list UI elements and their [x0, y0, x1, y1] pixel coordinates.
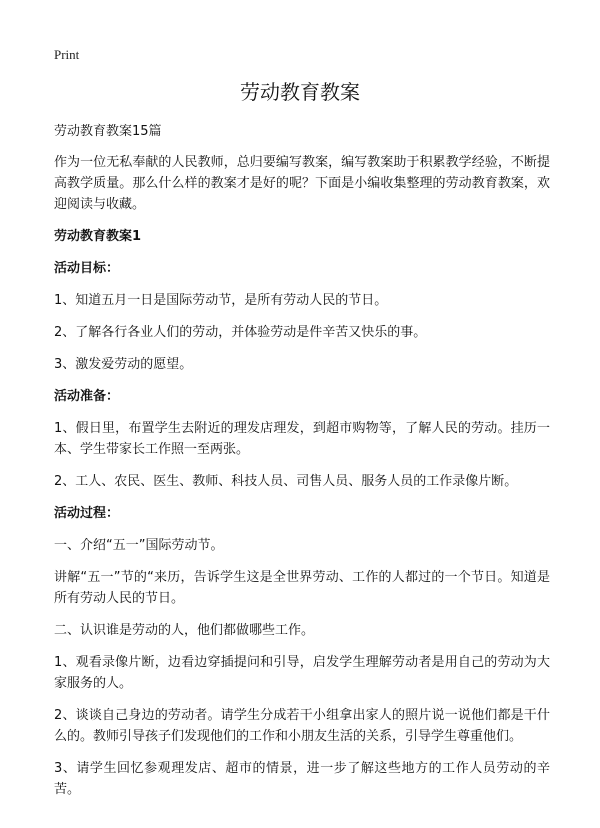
prep-item: 2、工人、农民、医生、教师、科技人员、司售人员、服务人员的工作录像片断。: [54, 474, 518, 489]
process-heading: 活动过程：: [54, 506, 120, 521]
prep-heading: 活动准备：: [54, 389, 120, 404]
process-step: 1、观看录像片断，边看边穿插提问和引导，启发学生理解劳动者是用自己的劳动为大家服务的人。: [54, 655, 550, 691]
goal-item: 3、激发爱劳动的愿望。: [54, 357, 193, 372]
goal-item: 1、知道五月一日是国际劳动节，是所有劳动人民的节日。: [54, 293, 388, 308]
document-subtitle: 劳动教育教案15篇: [54, 124, 162, 139]
intro-paragraph: 作为一位无私奉献的人民教师，总归要编写教案，编写教案助于积累教学经验，不断提高教学质量。那么什么样的教案才是好的呢？下面是小编收集整理的劳动教育教案，欢迎阅读与收藏。: [54, 155, 550, 212]
process-step: 二、认识谁是劳动的人，他们都做哪些工作。: [54, 623, 315, 638]
process-step: 讲解“五一”节的“来历，告诉学生这是全世界劳动、工作的人都过的一个节日。知道是所有劳动人民的节日。: [54, 570, 550, 606]
goal-item: 2、了解各行各业人们的劳动，并体验劳动是件辛苦又快乐的事。: [54, 325, 427, 340]
print-label: Print: [54, 47, 80, 62]
document-title: 劳动教育教案: [240, 80, 360, 104]
process-step: 2、谈谈自己身边的劳动者。请学生分成若干小组拿出家人的照片说一说他们都是干什么的。教师引导孩子们发现他们的工作和小朋友生活的关系，引导学生尊重他们。: [54, 708, 550, 744]
process-step: 3、请学生回忆参观理发店、超市的情景，进一步了解这些地方的工作人员劳动的辛苦。: [54, 761, 550, 797]
document-body: [54, 121, 550, 811]
goals-heading: 活动目标：: [54, 261, 120, 276]
section-title: 劳动教育教案1: [54, 229, 142, 244]
prep-item: 1、假日里，布置学生去附近的理发店理发，到超市购物等，了解人民的劳动。挂历一本、学生带家长工作照一至两张。: [54, 421, 550, 457]
process-step: 一、介绍“五一”国际劳动节。: [54, 538, 224, 553]
